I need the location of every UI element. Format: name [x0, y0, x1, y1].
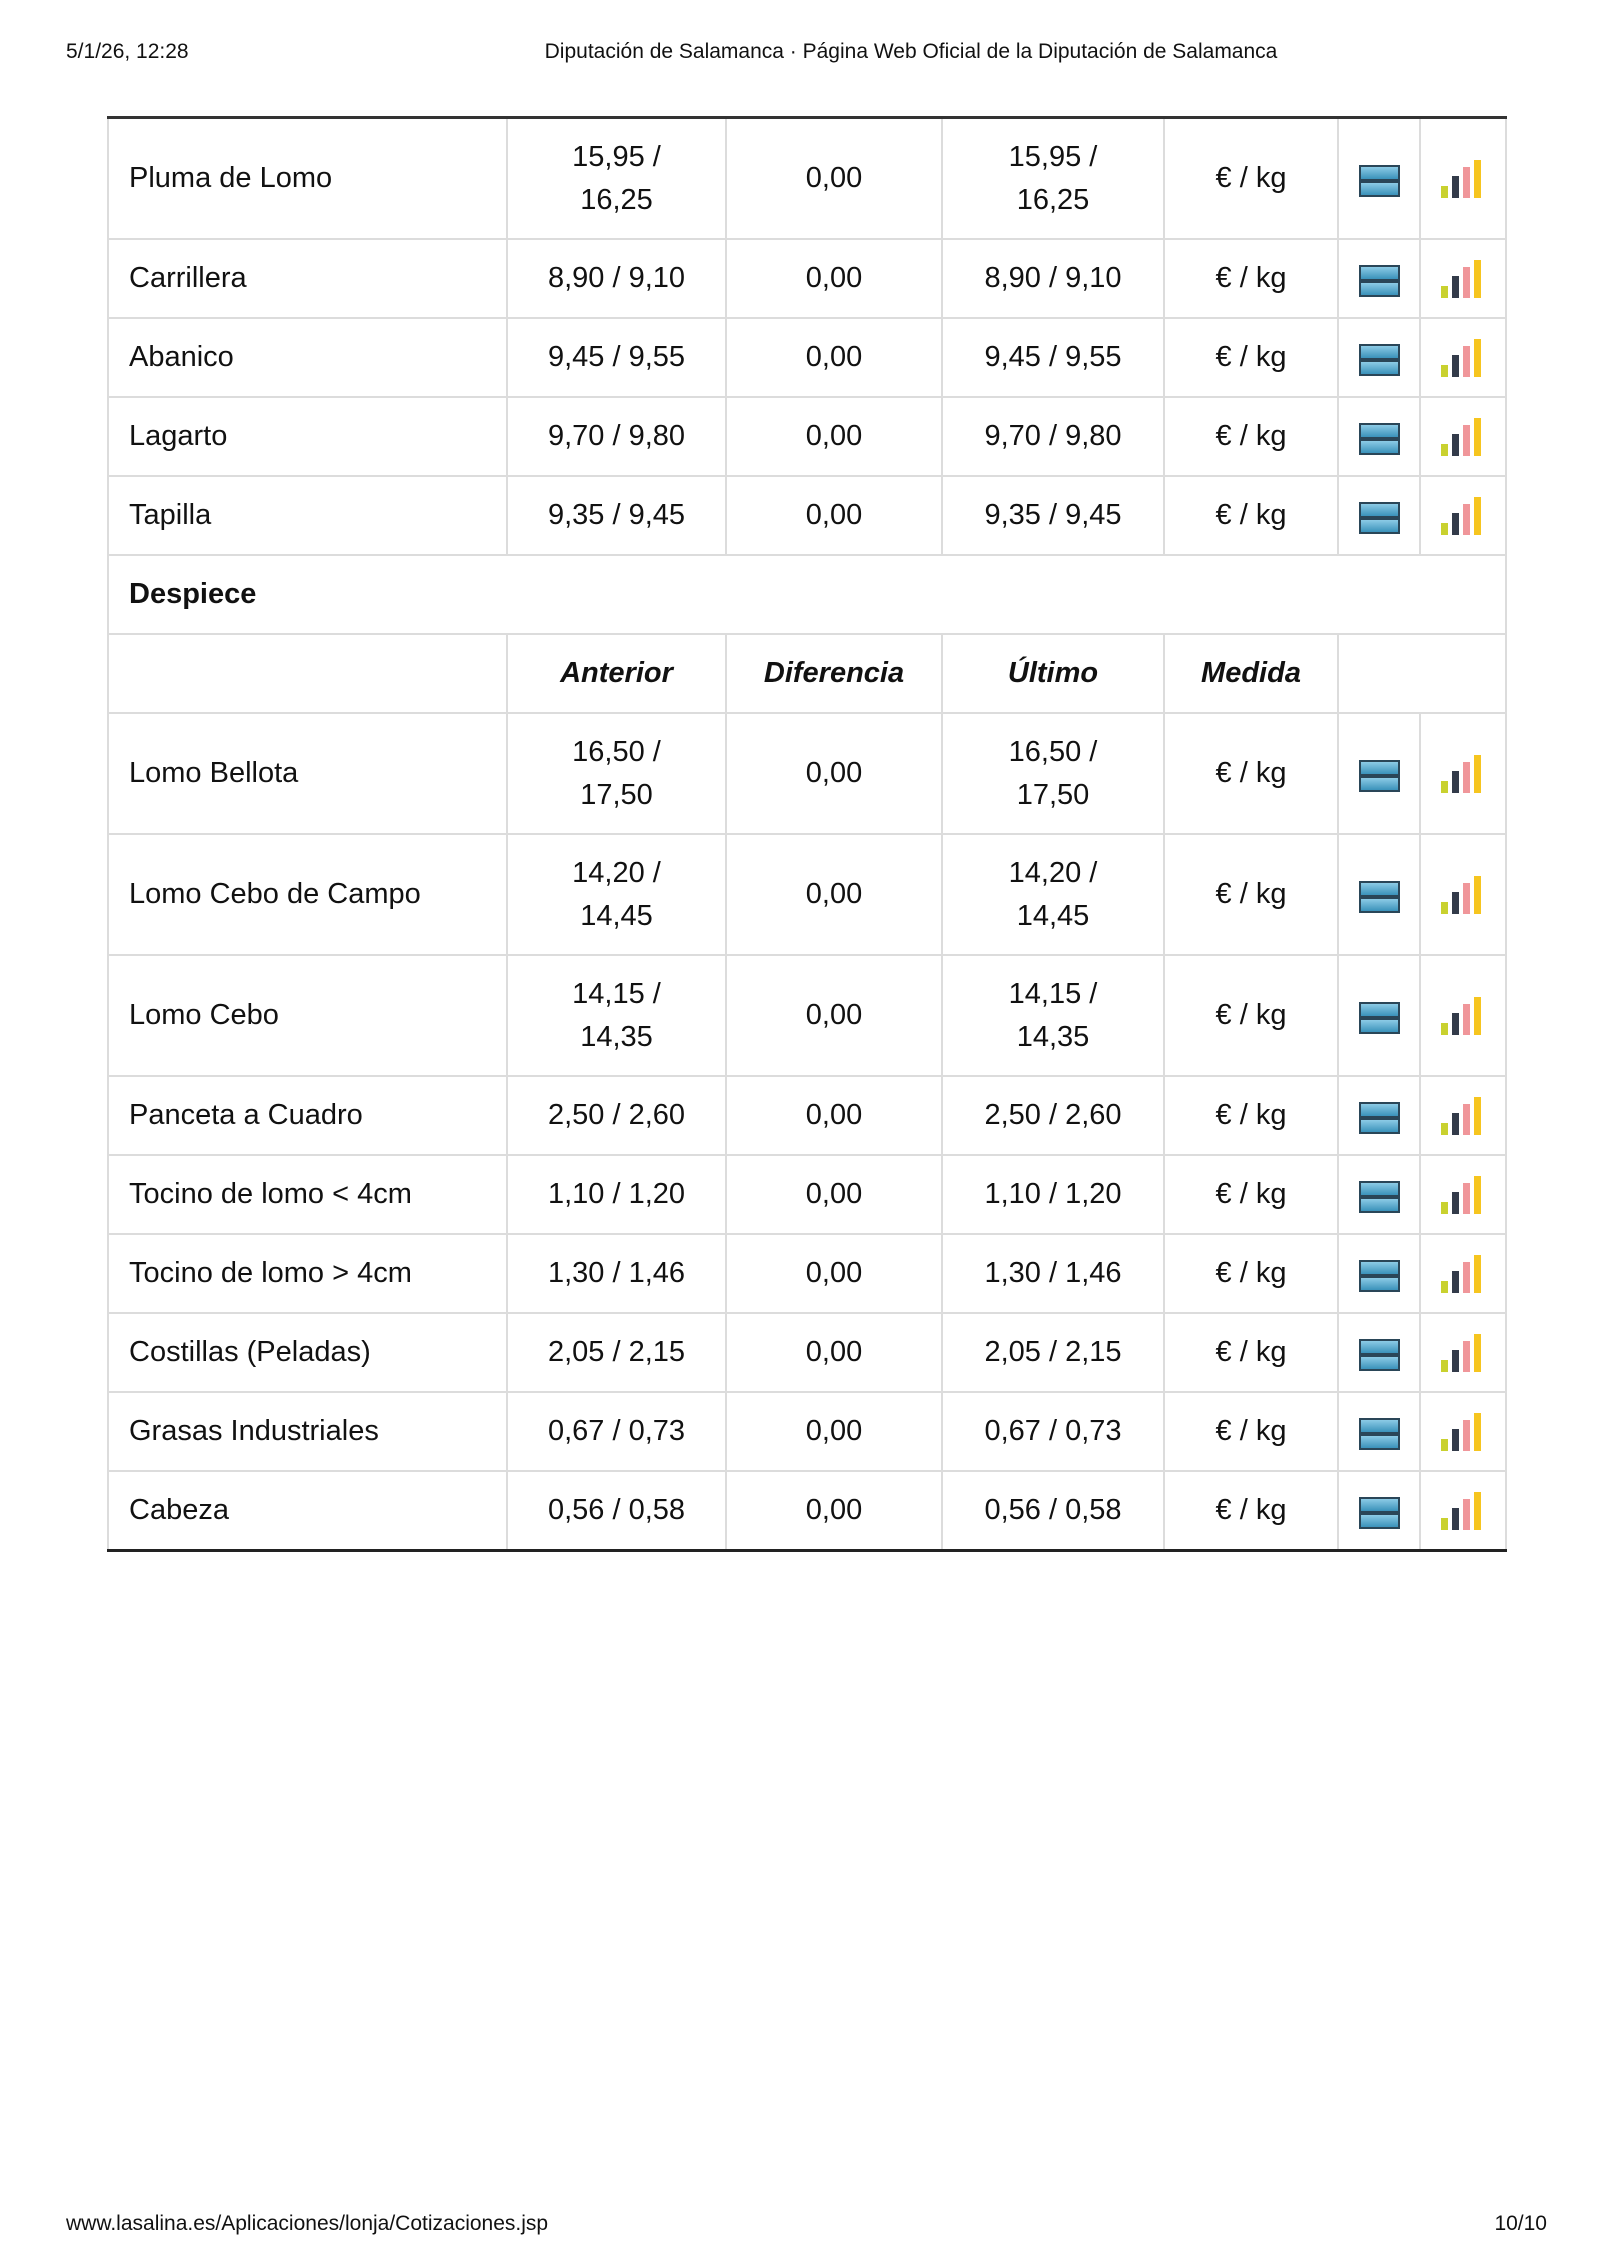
anterior-cell: [507, 713, 726, 834]
table-history-icon[interactable]: [1359, 263, 1400, 296]
table-row: [108, 397, 1506, 476]
diferencia-cell: 0,00: [726, 1313, 942, 1392]
anterior-line-2: 16,25: [580, 183, 653, 216]
bar-chart-icon[interactable]: [1441, 418, 1485, 456]
ultimo-cell: 0,67 / 0,73: [942, 1392, 1164, 1471]
ultimo-line-1: 15,95 /: [1008, 140, 1098, 173]
table-history-icon[interactable]: [1359, 163, 1400, 196]
diferencia-cell: 0,00: [726, 713, 942, 834]
product-name: Cabeza: [108, 1471, 507, 1551]
bar-chart-icon[interactable]: [1441, 876, 1485, 914]
table-history-icon[interactable]: [1359, 1416, 1400, 1449]
medida-cell: € / kg: [1164, 1313, 1338, 1392]
bar-chart-icon[interactable]: [1441, 1176, 1485, 1214]
table-row: [108, 713, 1506, 834]
medida-cell: € / kg: [1164, 318, 1338, 397]
anterior-line-1: 15,95 /: [572, 140, 661, 173]
table-history-icon[interactable]: [1359, 1495, 1400, 1528]
print-date: 5/1/26, 12:28: [66, 40, 189, 63]
diferencia-cell: 0,00: [726, 1392, 942, 1471]
price-table: [107, 116, 1507, 1552]
diferencia-cell: 0,00: [726, 834, 942, 955]
ultimo-line-2: 14,35: [1016, 1020, 1090, 1053]
table-row: [108, 1313, 1506, 1392]
header-diferencia: Diferencia: [726, 634, 942, 713]
medida-cell: € / kg: [1164, 1392, 1338, 1471]
anterior-line-2: 14,35: [580, 1020, 653, 1053]
ultimo-line-1: 14,20 /: [1008, 856, 1098, 889]
ultimo-line-1: 16,50 /: [1008, 735, 1098, 768]
ultimo-cell: [942, 834, 1164, 955]
product-name: Costillas (Peladas): [108, 1313, 507, 1392]
medida-cell: € / kg: [1164, 118, 1338, 240]
table-history-icon[interactable]: [1359, 1100, 1400, 1133]
section-row: [108, 555, 1506, 634]
bar-chart-icon[interactable]: [1441, 260, 1485, 298]
anterior-cell: 0,56 / 0,58: [507, 1471, 726, 1551]
bar-chart-icon[interactable]: [1441, 497, 1485, 535]
ultimo-cell: [942, 118, 1164, 240]
diferencia-cell: 0,00: [726, 397, 942, 476]
table-history-icon[interactable]: [1359, 1337, 1400, 1370]
anterior-cell: 2,05 / 2,15: [507, 1313, 726, 1392]
medida-cell: € / kg: [1164, 1076, 1338, 1155]
diferencia-cell: 0,00: [726, 239, 942, 318]
table-row: [108, 1471, 1506, 1551]
ultimo-line-2: 17,50: [1016, 778, 1090, 811]
medida-cell: € / kg: [1164, 1471, 1338, 1551]
print-url: www.lasalina.es/Aplicaciones/lonja/Cotizaciones.jsp: [66, 2212, 549, 2235]
medida-cell: € / kg: [1164, 397, 1338, 476]
header-medida: Medida: [1164, 634, 1338, 713]
product-name: Pluma de Lomo: [108, 118, 507, 240]
diferencia-cell: 0,00: [726, 955, 942, 1076]
ultimo-cell: 2,50 / 2,60: [942, 1076, 1164, 1155]
ultimo-cell: 9,35 / 9,45: [942, 476, 1164, 555]
diferencia-cell: 0,00: [726, 118, 942, 240]
medida-cell: € / kg: [1164, 834, 1338, 955]
ultimo-cell: [942, 955, 1164, 1076]
ultimo-cell: 9,45 / 9,55: [942, 318, 1164, 397]
table-history-icon[interactable]: [1359, 421, 1400, 454]
medida-cell: € / kg: [1164, 955, 1338, 1076]
table-history-icon[interactable]: [1359, 500, 1400, 533]
table-row: [108, 239, 1506, 318]
section-title: Despiece: [108, 555, 1506, 634]
anterior-cell: 8,90 / 9,10: [507, 239, 726, 318]
diferencia-cell: 0,00: [726, 1471, 942, 1551]
ultimo-cell: 1,10 / 1,20: [942, 1155, 1164, 1234]
header-anterior: Anterior: [507, 634, 726, 713]
anterior-cell: 9,45 / 9,55: [507, 318, 726, 397]
anterior-cell: [507, 118, 726, 240]
table-row: [108, 318, 1506, 397]
table-row: [108, 118, 1506, 240]
ultimo-cell: 1,30 / 1,46: [942, 1234, 1164, 1313]
table-row: [108, 1155, 1506, 1234]
bar-chart-icon[interactable]: [1441, 160, 1485, 198]
diferencia-cell: 0,00: [726, 318, 942, 397]
table-row: [108, 1392, 1506, 1471]
product-name: Tocino de lomo > 4cm: [108, 1234, 507, 1313]
diferencia-cell: 0,00: [726, 1234, 942, 1313]
column-header-row: [108, 634, 1506, 713]
table-history-icon[interactable]: [1359, 1000, 1400, 1033]
table-history-icon[interactable]: [1359, 1258, 1400, 1291]
print-title: Diputación de Salamanca · Página Web Oficial de la Diputación de Salamanca: [544, 40, 1278, 63]
header-empty: [108, 634, 507, 713]
anterior-line-2: 17,50: [580, 778, 653, 811]
bar-chart-icon[interactable]: [1441, 1334, 1485, 1372]
diferencia-cell: 0,00: [726, 1155, 942, 1234]
anterior-line-1: 16,50 /: [572, 735, 661, 768]
anterior-cell: 2,50 / 2,60: [507, 1076, 726, 1155]
bar-chart-icon[interactable]: [1441, 339, 1485, 377]
ultimo-line-2: 16,25: [1016, 183, 1090, 216]
product-name: Lomo Bellota: [108, 713, 507, 834]
table-row: [108, 834, 1506, 955]
table-row: [108, 476, 1506, 555]
product-name: Lagarto: [108, 397, 507, 476]
ultimo-cell: 9,70 / 9,80: [942, 397, 1164, 476]
medida-cell: € / kg: [1164, 1234, 1338, 1313]
product-name: Grasas Industriales: [108, 1392, 507, 1471]
diferencia-cell: 0,00: [726, 1076, 942, 1155]
medida-cell: € / kg: [1164, 1155, 1338, 1234]
product-name: Tocino de lomo < 4cm: [108, 1155, 507, 1234]
ultimo-line-2: 14,45: [1016, 899, 1090, 932]
medida-cell: € / kg: [1164, 713, 1338, 834]
product-name: Tapilla: [108, 476, 507, 555]
ultimo-line-1: 14,15 /: [1008, 977, 1098, 1010]
product-name: Lomo Cebo: [108, 955, 507, 1076]
table-row: [108, 1076, 1506, 1155]
table-history-icon[interactable]: [1359, 758, 1400, 791]
product-name: Lomo Cebo de Campo: [108, 834, 507, 955]
product-name: Carrillera: [108, 239, 507, 318]
anterior-cell: [507, 955, 726, 1076]
ultimo-cell: 0,56 / 0,58: [942, 1471, 1164, 1551]
ultimo-cell: 2,05 / 2,15: [942, 1313, 1164, 1392]
header-ultimo: Último: [942, 634, 1164, 713]
anterior-cell: [507, 834, 726, 955]
bar-chart-icon[interactable]: [1441, 1492, 1485, 1530]
medida-cell: € / kg: [1164, 239, 1338, 318]
medida-cell: € / kg: [1164, 476, 1338, 555]
table-history-icon[interactable]: [1359, 879, 1400, 912]
bar-chart-icon[interactable]: [1441, 997, 1485, 1035]
anterior-line-1: 14,20 /: [572, 856, 661, 889]
table-row: [108, 955, 1506, 1076]
ultimo-cell: [942, 713, 1164, 834]
bar-chart-icon[interactable]: [1441, 1255, 1485, 1293]
ultimo-cell: 8,90 / 9,10: [942, 239, 1164, 318]
product-name: Abanico: [108, 318, 507, 397]
anterior-line-1: 14,15 /: [572, 977, 661, 1010]
diferencia-cell: 0,00: [726, 476, 942, 555]
bar-chart-icon[interactable]: [1441, 1413, 1485, 1451]
anterior-cell: 1,30 / 1,46: [507, 1234, 726, 1313]
table-row: [108, 1234, 1506, 1313]
header-actions: [1338, 634, 1506, 713]
bar-chart-icon[interactable]: [1441, 1097, 1485, 1135]
page-number: 10/10: [1494, 2212, 1547, 2235]
table-history-icon[interactable]: [1359, 1179, 1400, 1212]
bar-chart-icon[interactable]: [1441, 755, 1485, 793]
anterior-cell: 9,35 / 9,45: [507, 476, 726, 555]
anterior-cell: 0,67 / 0,73: [507, 1392, 726, 1471]
anterior-line-2: 14,45: [580, 899, 653, 932]
anterior-cell: 9,70 / 9,80: [507, 397, 726, 476]
product-name: Panceta a Cuadro: [108, 1076, 507, 1155]
table-history-icon[interactable]: [1359, 342, 1400, 375]
anterior-cell: 1,10 / 1,20: [507, 1155, 726, 1234]
